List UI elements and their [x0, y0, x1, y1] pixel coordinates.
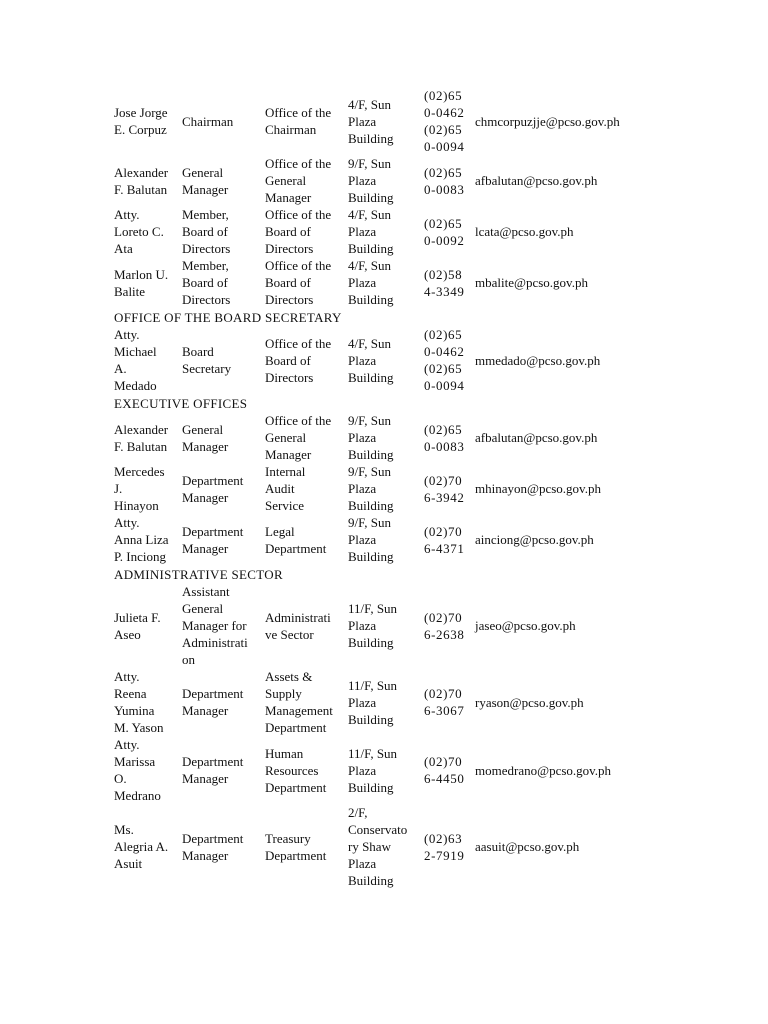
directory-entry-row	[114, 463, 654, 514]
location-cell: 11/F, Sun Plaza Building	[348, 601, 398, 650]
name-cell: Alexander F. Balutan	[114, 164, 169, 197]
email-cell: momedrano@pcso.gov.ph	[475, 762, 612, 778]
position-cell: Department Manager	[182, 686, 244, 718]
office-cell: Administrati ve Sector	[265, 609, 331, 642]
office-cell: Assets & Supply Management Department	[265, 669, 333, 735]
office-cell: Office of the General Manager	[265, 156, 332, 205]
phone-cell: (02)65 0-0462 (02)65 0-0094	[424, 327, 465, 393]
phone-cell: (02)58 4-3349	[424, 266, 465, 299]
office-cell: Human Resources Department	[265, 745, 327, 795]
email-cell: chmcorpuzjje@pcso.gov.ph	[475, 113, 620, 129]
location-cell: 4/F, Sun Plaza Building	[348, 258, 394, 307]
position-cell: General Manager	[182, 421, 229, 454]
section-title: EXECUTIVE OFFICES	[114, 396, 248, 411]
name-cell: Atty. Loreto C. Ata	[114, 207, 164, 256]
office-cell: Internal Audit Service	[265, 464, 306, 513]
directory-table	[114, 87, 654, 889]
email-cell: mbalite@pcso.gov.ph	[475, 275, 588, 290]
location-cell: 9/F, Sun Plaza Building	[348, 413, 394, 462]
email-cell: mmedado@pcso.gov.ph	[475, 352, 601, 368]
directory-entry-row	[114, 412, 654, 463]
directory-entry-row	[114, 804, 654, 889]
location-cell: 2/F, Conservato ry Shaw Plaza Building	[348, 805, 408, 888]
position-cell: Department Manager	[182, 754, 244, 786]
name-cell: Atty. Anna Liza P. Inciong	[114, 515, 169, 564]
name-cell: Atty. Michael A. Medado	[114, 327, 157, 393]
position-cell: Board Secretary	[182, 344, 232, 376]
position-cell: General Manager	[182, 164, 229, 197]
section-header-row	[114, 394, 654, 412]
directory-document	[114, 87, 654, 889]
directory-rows	[114, 87, 654, 889]
directory-entry-row	[114, 514, 654, 565]
position-cell: Member, Board of Directors	[182, 207, 231, 256]
name-cell: Mercedes J. Hinayon	[114, 464, 165, 513]
email-cell: afbalutan@pcso.gov.ph	[475, 430, 598, 445]
phone-cell: (02)65 0-0092	[424, 215, 465, 248]
location-cell: 9/F, Sun Plaza Building	[348, 515, 394, 564]
section-title: OFFICE OF THE BOARD SECRETARY	[114, 310, 342, 325]
email-cell: ryason@pcso.gov.ph	[475, 694, 584, 710]
name-cell: Alexander F. Balutan	[114, 421, 169, 454]
directory-entry-row	[114, 583, 654, 668]
office-cell: Office of the General Manager	[265, 413, 332, 462]
location-cell: 9/F, Sun Plaza Building	[348, 464, 394, 513]
phone-cell: (02)70 6-4371	[424, 523, 465, 556]
phone-cell: (02)70 6-2638	[424, 609, 465, 642]
directory-entry-row	[114, 87, 654, 155]
phone-cell: (02)65 0-0083	[424, 421, 465, 454]
office-cell: Office of the Board of Directors	[265, 207, 332, 256]
section-header-row	[114, 308, 654, 326]
name-cell: Marlon U. Balite	[114, 266, 169, 299]
office-cell: Office of the Board of Directors	[265, 335, 332, 385]
email-cell: lcata@pcso.gov.ph	[475, 224, 574, 239]
phone-cell: (02)65 0-0083	[424, 164, 465, 197]
name-cell: Jose Jorge E. Corpuz	[114, 105, 168, 137]
directory-entry-row	[114, 736, 654, 804]
name-cell: Julieta F. Aseo	[114, 609, 161, 642]
office-cell: Office of the Board of Directors	[265, 258, 332, 307]
directory-entry-row	[114, 257, 654, 308]
phone-cell: (02)70 6-3942	[424, 472, 465, 505]
email-cell: jaseo@pcso.gov.ph	[475, 618, 576, 633]
phone-cell: (02)70 6-3067	[424, 686, 465, 718]
office-cell: Office of the Chairman	[265, 105, 332, 137]
email-cell: ainciong@pcso.gov.ph	[475, 532, 594, 547]
location-cell: 4/F, Sun Plaza Building	[348, 96, 394, 146]
position-cell: Department Manager	[182, 472, 244, 505]
position-cell: Member, Board of Directors	[182, 258, 231, 307]
directory-entry-row	[114, 206, 654, 257]
section-title: ADMINISTRATIVE SECTOR	[114, 567, 283, 582]
email-cell: mhinayon@pcso.gov.ph	[475, 481, 601, 496]
location-cell: 4/F, Sun Plaza Building	[348, 207, 394, 256]
location-cell: 9/F, Sun Plaza Building	[348, 156, 394, 205]
email-cell: aasuit@pcso.gov.ph	[475, 839, 580, 854]
name-cell: Ms. Alegria A. Asuit	[114, 822, 169, 871]
phone-cell: (02)70 6-4450	[424, 754, 465, 786]
phone-cell: (02)65 0-0462 (02)65 0-0094	[424, 88, 465, 154]
directory-entry-row	[114, 155, 654, 206]
name-cell: Atty. Marissa O. Medrano	[114, 737, 161, 803]
office-cell: Treasury Department	[265, 830, 327, 863]
position-cell: Department Manager	[182, 523, 244, 556]
location-cell: 11/F, Sun Plaza Building	[348, 677, 398, 727]
phone-cell: (02)63 2-7919	[424, 830, 465, 863]
office-cell: Legal Department	[265, 523, 327, 556]
location-cell: 4/F, Sun Plaza Building	[348, 335, 394, 385]
position-cell: Chairman	[182, 113, 234, 129]
location-cell: 11/F, Sun Plaza Building	[348, 745, 398, 795]
email-cell: afbalutan@pcso.gov.ph	[475, 173, 598, 188]
section-header-row	[114, 565, 654, 583]
directory-entry-row	[114, 326, 654, 394]
position-cell: Assistant General Manager for Administrati on	[182, 584, 248, 667]
position-cell: Department Manager	[182, 830, 244, 863]
name-cell: Atty. Reena Yumina M. Yason	[114, 669, 164, 735]
directory-entry-row	[114, 668, 654, 736]
